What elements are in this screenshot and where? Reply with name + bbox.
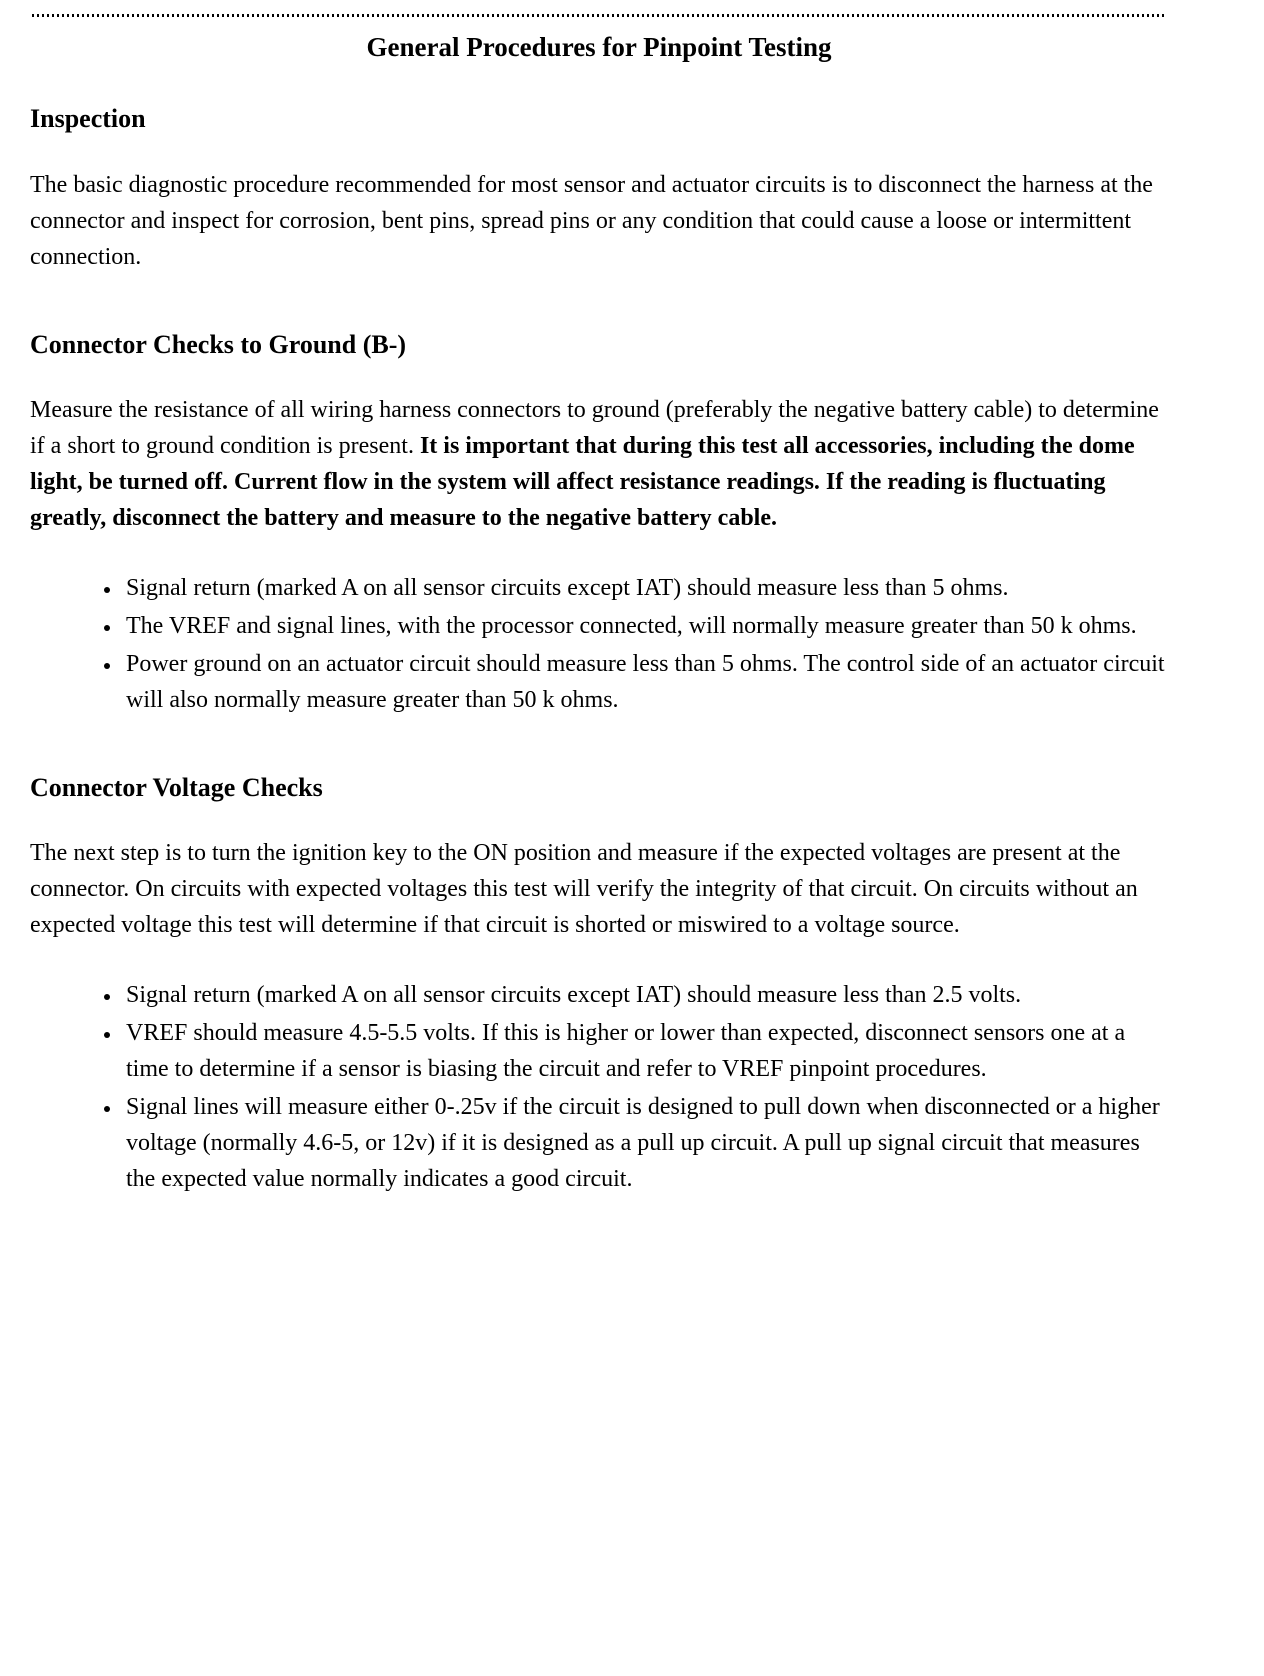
connector-checks-bullet-list bbox=[30, 570, 1168, 718]
connector-checks-paragraph-normal-text: Measure the resistance of all wiring harness connectors to ground (preferably the negative battery cable) to determine if a short to ground condition is present. bbox=[30, 396, 1159, 459]
list-item: • The VREF and signal lines, with the processor connected, will normally measure greater than 50 k ohms. bbox=[122, 608, 1168, 644]
list-item: • Signal return (marked A on all sensor circuits except IAT) should measure less than 2.5 volts. bbox=[122, 977, 1168, 1013]
inspection-paragraph: The basic diagnostic procedure recommended for most sensor and actuator circuits is to disconnect the harness at the connector and inspect for corrosion, bent pins, spread pins or any condition that could cause a loose or intermittent connection. bbox=[30, 171, 1153, 270]
list-item: • Signal return (marked A on all sensor circuits except IAT) should measure less than 5 ohms. bbox=[122, 570, 1168, 606]
top-divider bbox=[32, 14, 1166, 17]
list-item: • Power ground on an actuator circuit should measure less than 5 ohms. The control side of an actuator circuit will also normally measure greater than 50 k ohms. bbox=[122, 646, 1168, 718]
section-heading-connector-voltage-checks: Connector Voltage Checks bbox=[30, 772, 323, 802]
connector-voltage-paragraph: The next step is to turn the ignition key to the ON position and measure if the expected voltages are present at the connector. On circuits with expected voltages this test will verify the integrity of that circuit. On circuits without an expected voltage this test will determine if that circuit is shorted or miswired to a voltage source. bbox=[30, 839, 1138, 938]
connector-checks-paragraph-bold-text: It is important that during this test all accessories, including the dome light, be turned off. Current flow in the system will affect resistance readings. If the reading is fluctuating greatly, disconnect the battery and measure to the negative battery cable. bbox=[30, 432, 1135, 531]
section-heading-inspection: Inspection bbox=[30, 104, 146, 134]
page-title: General Procedures for Pinpoint Testing bbox=[366, 32, 832, 62]
list-item: • VREF should measure 4.5-5.5 volts. If this is higher or lower than expected, disconnect sensors one at a time to determine if a sensor is biasing the circuit and refer to VREF pinpoint procedures. bbox=[122, 1015, 1168, 1087]
section-heading-connector-checks-to-ground: Connector Checks to Ground (B-) bbox=[30, 329, 407, 359]
list-item: • Signal lines will measure either 0-.25v if the circuit is designed to pull down when disconnected or a higher voltage (normally 4.6-5, or 12v) if it is designed as a pull up circuit. A pull up signal circuit that measures the expected value normally indicates a good circuit. bbox=[122, 1089, 1168, 1197]
connector-checks-paragraph bbox=[30, 392, 1168, 536]
connector-voltage-bullet-list bbox=[30, 977, 1168, 1197]
